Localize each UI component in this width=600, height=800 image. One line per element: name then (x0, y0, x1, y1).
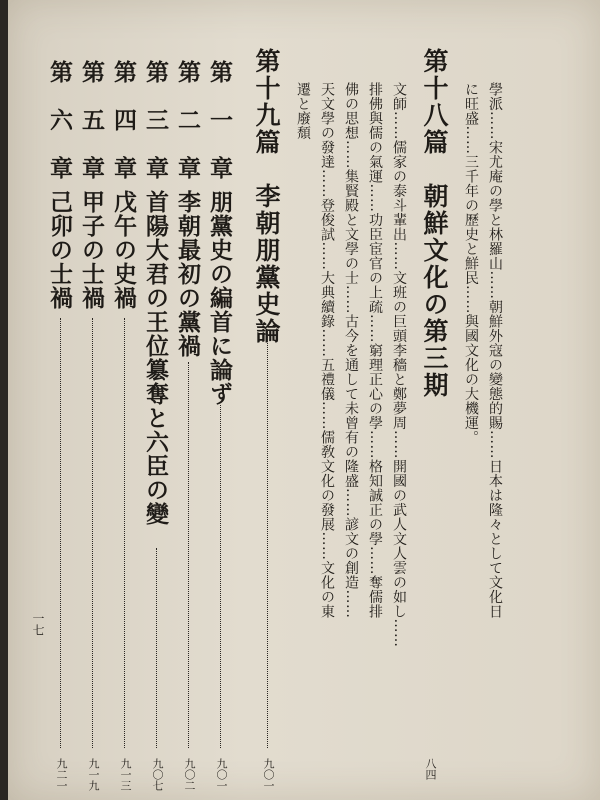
entry-line: に旺盛……三千年の歷史と鮮民……與國文化の大機運。 (463, 82, 479, 445)
entry-line: 文師……儒家の泰斗輩出……文班の巨頭李穡と鄭夢周……開國の武人文人雲の如し…… (391, 82, 407, 648)
chapter-1-label: 第 一 章 (206, 60, 233, 180)
page-folio: 一七 (31, 612, 45, 636)
entry-line: 遷と廢頹 (295, 82, 311, 140)
book-page (8, 0, 600, 800)
chapter-19-page: 九〇一 (262, 758, 275, 791)
leader-dots (220, 405, 221, 748)
leader-dots (60, 318, 61, 748)
entry-line: 天文學の發達……登俊試……大典續錄……五禮儀……儒敎文化の發展……文化の東 (319, 82, 335, 619)
chapter-19-title: 第十九篇 李朝朋黨史論 (252, 48, 281, 345)
chapter-6-text: 己卯の士禍 (46, 190, 73, 310)
chapter-2-text: 李朝最初の黨禍 (174, 190, 201, 358)
leader-dots (156, 548, 157, 748)
chapter-5-label: 第 五 章 (78, 60, 105, 180)
chapter-5-text: 甲子の士禍 (78, 190, 105, 310)
chapter-5-page: 九一九 (87, 758, 100, 791)
chapter-18-title: 第十八篇 朝鮮文化の第三期 (420, 48, 449, 399)
entry-line: 佛の思想……集賢殿と文學の士……古今を通して未曾有の隆盛……諺文の創造…… (343, 82, 359, 619)
chapter-3-page: 九〇七 (151, 758, 164, 791)
chapter-2-page: 九〇二 (183, 758, 196, 791)
chapter-4-label: 第 四 章 (110, 60, 137, 180)
chapter-6-page: 九二一 (55, 758, 68, 791)
leader-dots (188, 362, 189, 748)
leader-dots (124, 318, 125, 748)
entry-line: 排佛與儒の氣運……功臣宦官の上疏……窮理正心の學……格知誠正の學……奪儒排 (367, 82, 383, 619)
chapter-1-text: 朋黨史の編首に論ず (206, 190, 233, 406)
leader-dots (267, 330, 268, 748)
leader-dots (92, 318, 93, 748)
chapter-3-text: 首陽大君の王位簒奪と六臣の變 (142, 190, 169, 526)
chapter-3-label: 第 三 章 (142, 60, 169, 180)
chapter-6-label: 第 六 章 (46, 60, 73, 180)
chapter-4-text: 戊午の史禍 (110, 190, 137, 310)
chapter-1-page: 九〇一 (215, 758, 228, 791)
chapter-4-page: 九一三 (119, 758, 132, 791)
entry-line: 學派……宋尤庵の學と林羅山……朝鮮外寇の變態的賜……日本は隆々として文化日 (487, 82, 503, 619)
chapter-18-page: 八四 (424, 758, 437, 780)
chapter-2-label: 第 二 章 (174, 60, 201, 180)
